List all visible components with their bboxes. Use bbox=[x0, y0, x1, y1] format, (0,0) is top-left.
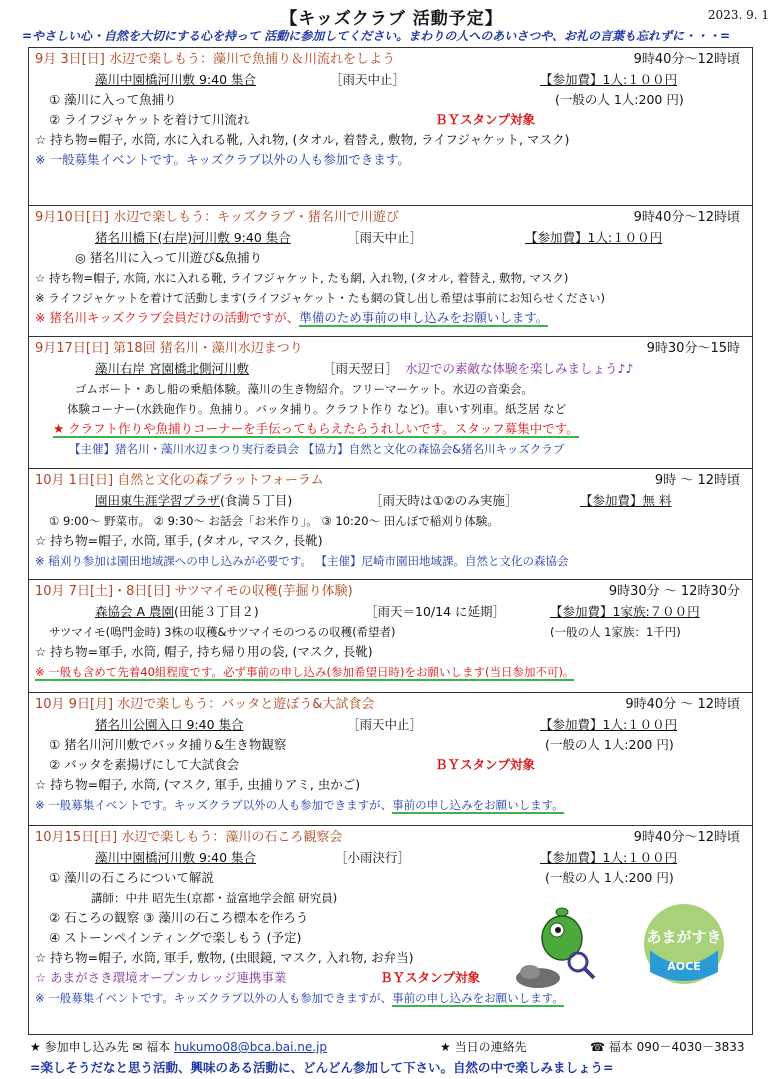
event-fee: 【参加費】1人:１００円 bbox=[540, 850, 678, 865]
event-oct9 bbox=[29, 693, 752, 826]
footer-slogan: =楽しそうだなと思う活動、興味のある活動に、どんどん参加して下さい。自然の中で楽しみましょう= bbox=[30, 1060, 614, 1075]
event-line: ゴムボート・あし船の乗船体験。藻川の生き物紹介。フリーマーケット。水辺の音楽会。 bbox=[75, 382, 533, 396]
event-collab: ☆ あまがさき環境オープンカレッジ連携事業 bbox=[35, 970, 287, 985]
event-sep3 bbox=[29, 48, 752, 206]
event-item: ④ ストーンペインティングで楽しもう (予定) bbox=[49, 930, 302, 945]
magnifier-handle bbox=[585, 969, 594, 978]
event-rain: ［雨天中止］ bbox=[330, 72, 406, 87]
event-heading: 10月15日[日] 水辺で楽しもう：藻川の石ころ観察会 bbox=[35, 830, 343, 845]
event-rain: ［雨天時は①②のみ実施］ bbox=[370, 493, 518, 508]
event-time: 9時40分～12時頃 bbox=[633, 52, 740, 67]
event-time: 9時40分～12時頃 bbox=[633, 210, 740, 225]
event-item: ② ライフジャケットを着けて川流れ bbox=[49, 112, 250, 127]
event-item: ① 藻川の石ころについて解説 bbox=[49, 870, 214, 885]
event-note-underlined: 準備のため事前の申し込みをお願いします。 bbox=[299, 310, 549, 325]
mascot-pupil bbox=[555, 927, 561, 933]
event-item: ② 石ころの観察 ③ 藻川の石ころ標本を作ろう bbox=[49, 910, 309, 925]
event-time: 9時40分～12時頃 bbox=[633, 830, 740, 845]
event-time: 9時30分～15時 bbox=[646, 341, 740, 356]
event-oct7 bbox=[29, 580, 752, 693]
event-item: ◎ 猪名川に入って川遊び&魚捕り bbox=[75, 250, 263, 265]
event-heading: 10月 7日[土]・8日[日] サツマイモの収穫(芋掘り体験) bbox=[35, 584, 353, 599]
event-rain: ［雨天中止］ bbox=[347, 717, 423, 732]
event-fee: 【参加費】1人:１００円 bbox=[525, 230, 663, 245]
event-note: ※ 一般募集イベントです。キッズクラブ以外の人も参加できますが、 bbox=[35, 991, 393, 1005]
event-fee-note: (一般の人 1人:200 円) bbox=[555, 92, 684, 107]
event-place: 藻川中園橋河川敷 9:40 集合 bbox=[95, 850, 257, 865]
event-note: ※ 一般募集イベントです。キッズクラブ以外の人も参加できます。 bbox=[35, 152, 410, 167]
logo-text: AOCE bbox=[667, 960, 701, 973]
issue-date: 2023. 9. 1 bbox=[707, 8, 769, 22]
event-note-underlined: 事前の申し込みをお願いします。 bbox=[392, 798, 564, 812]
event-items: ☆ 持ち物=帽子, 水筒, 水に入れる靴, 入れ物, (タオル, 着替え, 敷物, ライフジャケット, マスク) bbox=[35, 132, 570, 147]
event-time: 9時40分 ～ 12時頃 bbox=[625, 697, 740, 712]
event-oct1 bbox=[29, 469, 752, 580]
stamp-badge: ＢＹスタンプ対象 bbox=[435, 757, 536, 772]
event-items: ☆ 持ち物=軍手, 水筒, 帽子, 持ち帰り用の袋, (マスク, 長靴) bbox=[35, 644, 373, 659]
event-schedule: ① 9:00～ 野菜市。 ② 9:30～ お話会「お米作り」。 ③ 10:20～ 田んぼで稲刈り体験。 bbox=[49, 514, 499, 528]
event-item: ② バッタを素揚げにして大試食会 bbox=[49, 757, 240, 772]
day-contact-label: ★ 当日の連絡先 bbox=[440, 1040, 527, 1054]
event-fee-note: (一般の人 1人:200 円) bbox=[545, 870, 674, 885]
stamp-badge: ＢＹスタンプ対象 bbox=[380, 970, 481, 985]
event-place: 園田東生涯学習プラザ bbox=[95, 493, 221, 508]
event-rain: ［雨天翌日］ bbox=[323, 361, 399, 376]
event-fee-note: (一般の人 1家族：1千円) bbox=[550, 625, 681, 639]
event-sep10 bbox=[29, 206, 752, 337]
event-note: ※ ライフジャケットを着けて活動します(ライフジャケット・たも網の貸し出し希望は事前にお知らせください) bbox=[35, 291, 606, 305]
mascot-head-leaf bbox=[556, 908, 568, 916]
event-place: 猪名川公園入口 9:40 集合 bbox=[95, 717, 244, 732]
event-items: ☆ 持ち物=帽子, 水筒, (マスク, 軍手, 虫捕りアミ, 虫かご) bbox=[35, 777, 361, 792]
page-title: 【キッズクラブ 活動予定】 bbox=[280, 9, 503, 29]
event-heading: 9月10日[日] 水辺で楽しもう：キッズクラブ・猪名川で川遊び bbox=[35, 210, 399, 225]
event-fee-note: (一般の人 1人:200 円) bbox=[545, 737, 674, 752]
event-place: 藻川右岸 宮園橋北側河川敷 bbox=[95, 361, 249, 376]
event-heading: 9月 3日[日] 水辺で楽しもう：藻川で魚捕り＆川流れをしよう bbox=[35, 52, 395, 67]
event-lecturer: 講師：中井 昭先生(京都・益富地学会館 研究員) bbox=[91, 891, 338, 905]
event-rain: ［雨天中止］ bbox=[347, 230, 423, 245]
stone-shape bbox=[520, 965, 540, 979]
event-rain: ［小雨決行］ bbox=[335, 850, 411, 865]
event-organizer: 【主催】猪名川・藻川水辺まつり実行委員会 【協力】自然と文化の森協会&猪名川キッズクラブ bbox=[69, 442, 565, 456]
event-heading: 9月17日[日] 第18回 猪名川・藻川水辺まつり bbox=[35, 341, 303, 356]
event-place: 森協会 A 農園 bbox=[95, 604, 174, 619]
contact-line bbox=[30, 1038, 770, 1056]
stamp-badge: ＢＹスタンプ対象 bbox=[435, 112, 536, 127]
event-items: ☆ 持ち物=帽子, 水筒, 水に入れる靴, ライフジャケット, たも網, 入れ物, (タオル, 着替え, 敷物, マスク) bbox=[35, 271, 569, 285]
event-sep17 bbox=[29, 337, 752, 469]
event-staff: ★ クラフト作りや魚捕りコーナーを手伝ってもらえたらうれしいです。スタッフ募集中です。 bbox=[53, 421, 579, 436]
event-fee: 【参加費】1家族:７００円 bbox=[550, 604, 700, 619]
event-place-detail: (食満５丁目) bbox=[220, 493, 293, 508]
event-place: 猪名川橋下(右岸)河川敷 9:40 集合 bbox=[95, 230, 291, 245]
event-item: ① 猪名川河川敷でバッタ捕り&生き物観察 bbox=[49, 737, 287, 752]
event-slogan: 水辺での素敵な体験を楽しみましょう♪♪ bbox=[405, 361, 634, 376]
contact-phone: ☎ 福本 090－4030－3833 bbox=[590, 1040, 745, 1054]
event-fee: 【参加費】1人:１００円 bbox=[540, 72, 678, 87]
subtitle: =やさしい心・自然を大切にする心を持って 活動に参加してください。まわりの人へのあいさつや、お礼の言葉も忘れずに・・・= bbox=[22, 29, 731, 43]
aoce-logo bbox=[638, 898, 730, 990]
event-place-detail: (田能３丁目２) bbox=[174, 604, 259, 619]
event-items: ☆ 持ち物=帽子, 水筒, 軍手, 敷物, (虫眼鏡, マスク, 入れ物, お弁当) bbox=[35, 950, 414, 965]
event-note: ※ 猪名川キッズクラブ会員だけの活動ですが、 bbox=[35, 310, 300, 325]
event-fee: 【参加費】1人:１００円 bbox=[540, 717, 678, 732]
contact-email-link[interactable]: hukumo08@bca.bai.ne.jp bbox=[174, 1040, 328, 1054]
magnifier-icon bbox=[569, 953, 587, 971]
events-table bbox=[28, 47, 753, 1035]
event-items: ☆ 持ち物=帽子, 水筒, 軍手, (タオル, マスク, 長靴) bbox=[35, 533, 323, 548]
event-note: ※ 稲刈り参加は園田地域課への申し込みが必要です。 【主催】尼崎市園田地域課。自然と文化の森協会 bbox=[35, 554, 569, 568]
event-time: 9時30分 ～ 12時30分 bbox=[608, 584, 740, 599]
event-rain: ［雨天＝10/14 に延期］ bbox=[365, 604, 505, 619]
event-time: 9時 ～ 12時頃 bbox=[654, 473, 740, 488]
event-note-underlined: 事前の申し込みをお願いします。 bbox=[392, 991, 564, 1005]
event-item: ① 藻川に入って魚捕り bbox=[49, 92, 177, 107]
event-note: ※ 一般募集イベントです。キッズクラブ以外の人も参加できますが、 bbox=[35, 798, 393, 812]
event-fee: 【参加費】無 料 bbox=[580, 493, 672, 508]
event-heading: 10月 9日[月] 水辺で楽しもう：バッタと遊ぼう&大試食会 bbox=[35, 697, 375, 712]
contact-label: ★ 参加申し込み先 ✉ 福本 bbox=[30, 1040, 171, 1054]
logo-kana: あまがすき bbox=[646, 928, 722, 946]
event-line: 体験コーナー(水鉄砲作り。魚捕り。バッタ捕り。クラフト作り など)。車いす列車。紙芝居 など bbox=[67, 402, 567, 416]
event-heading: 10月 1日[日] 自然と文化の森プラットフォーラム bbox=[35, 473, 324, 488]
event-line: サツマイモ(鳴門金時) 3株の収穫&サツマイモのつるの収穫(希望者) bbox=[49, 625, 396, 639]
event-note: ※ 一般も含めて先着40組程度です。必ず事前の申し込み(参加希望日時)をお願いします(当日参加不可)。 bbox=[35, 665, 575, 679]
event-place: 藻川中園橋河川敷 9:40 集合 bbox=[95, 72, 257, 87]
mascot-illustration bbox=[510, 900, 600, 1000]
